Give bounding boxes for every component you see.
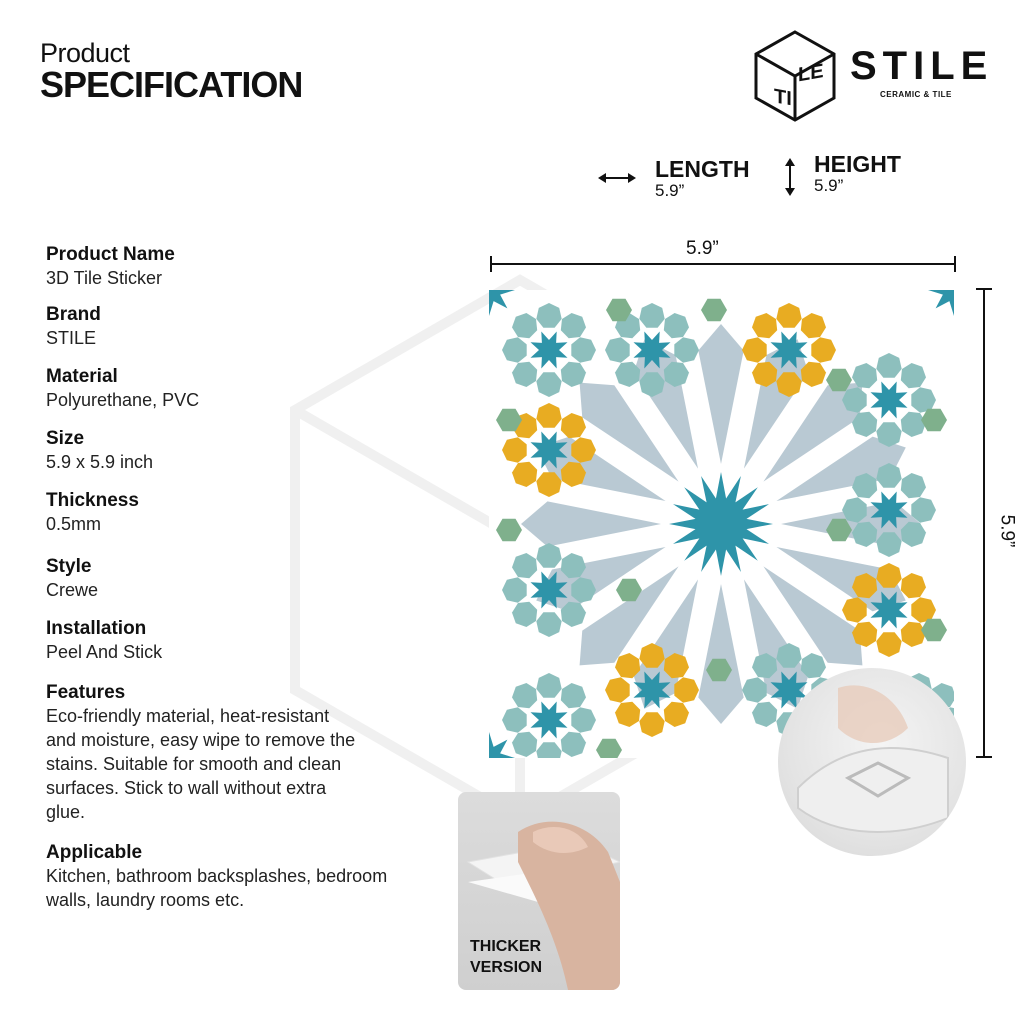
spec-label: Material [46, 366, 118, 387]
spec-product-name [46, 244, 406, 290]
inset-label [470, 936, 542, 978]
spec-value: Crewe [46, 580, 99, 600]
height-value: 5.9” [814, 176, 844, 195]
inset-label-line1: THICKER [470, 938, 542, 955]
spec-brand [46, 304, 406, 350]
svg-text:TI: TI [774, 85, 792, 111]
spec-value: 0.5mm [46, 514, 102, 534]
spec-label: Product Name [46, 244, 175, 265]
page-title: SPECIFICATION [40, 64, 303, 105]
side-measure-line [974, 287, 994, 761]
top-measure-label: 5.9” [686, 238, 719, 259]
spec-label: Installation [46, 618, 147, 639]
spec-features [46, 682, 356, 824]
spec-label: Style [46, 556, 92, 577]
spec-value: 5.9 x 5.9 inch [46, 452, 154, 472]
spec-style [46, 556, 406, 602]
spec-installation [46, 618, 406, 664]
logo-tagline: CERAMIC & TILE [880, 90, 952, 99]
page-subtitle: Product [40, 38, 130, 68]
spec-value: STILE [46, 328, 97, 348]
spec-list [46, 244, 406, 922]
logo-cube-icon [750, 28, 840, 123]
spec-thickness [46, 490, 406, 536]
spec-value: Polyurethane, PVC [46, 390, 200, 410]
height-callout [814, 151, 901, 196]
length-arrow-icon [598, 168, 636, 193]
side-measure-label: 5.9” [996, 514, 1018, 548]
spec-label: Size [46, 428, 85, 449]
spec-label: Features [46, 682, 126, 703]
spec-applicable [46, 842, 396, 912]
inset-label-line2: VERSION [470, 959, 543, 976]
spec-label: Brand [46, 304, 101, 325]
height-label: HEIGHT [814, 151, 901, 177]
spec-value: Peel And Stick [46, 642, 163, 662]
spec-size [46, 428, 406, 474]
length-callout [655, 156, 750, 201]
svg-text:LE: LE [798, 60, 824, 87]
length-value: 5.9” [655, 181, 685, 200]
spec-label: Applicable [46, 842, 143, 863]
peel-closeup-photo [778, 668, 966, 856]
height-arrow-icon [782, 158, 798, 201]
tile-center-star [669, 472, 773, 576]
brand-logo [750, 28, 1010, 123]
top-measure-line [489, 254, 959, 274]
logo-wordmark: STILE [850, 44, 994, 88]
spec-material [46, 366, 406, 412]
thicker-version-photo [458, 792, 620, 990]
length-label: LENGTH [655, 156, 750, 182]
spec-label: Thickness [46, 490, 139, 511]
spec-value: Eco-friendly material, heat-resistant and moisture, easy wipe to remove the stains. Suitable for smooth and clean surfaces. Stick to wall without extra glue. [46, 706, 356, 822]
spec-value: Kitchen, bathroom backsplashes, bedroom walls, laundry rooms etc. [46, 866, 388, 910]
spec-value: 3D Tile Sticker [46, 268, 163, 288]
